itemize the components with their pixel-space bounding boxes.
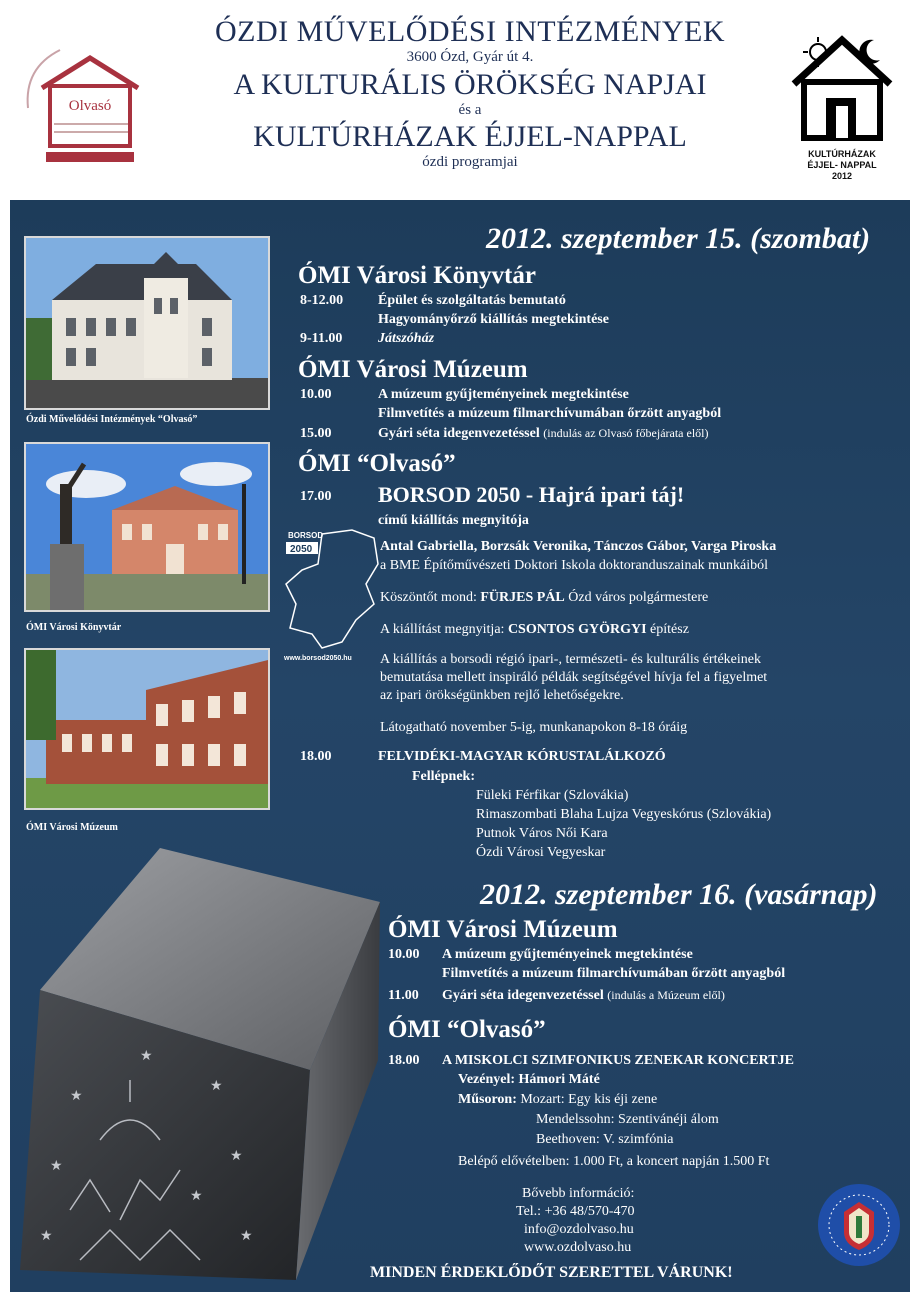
performer-2: Rimaszombati Blaha Lujza Vegyeskórus (Szlovákia) <box>476 807 772 822</box>
day2-museum-row-2: Filmvetítés a múzeum filmarchívumában őrzött anyagból <box>442 966 786 981</box>
library-photo <box>24 442 270 612</box>
day2-date: 2012. szeptember 16. (vasárnap) <box>480 878 878 911</box>
conductor: Vezényel: Hámori Máté <box>458 1072 600 1087</box>
day1-library-title: ÓMI Városi Könyvtár <box>298 262 536 289</box>
map-label-num: 2050 <box>290 544 313 555</box>
svg-text:★: ★ <box>70 1088 83 1104</box>
svg-text:★: ★ <box>50 1158 63 1174</box>
day2-olvaso-title: ÓMI “Olvasó” <box>388 1016 546 1043</box>
photo-caption-1: Ózdi Művelődési Intézmények “Olvasó” <box>26 414 198 425</box>
exhibition-visit: Látogatható november 5-ig, munkanapokon 8-18 óráig <box>380 720 688 735</box>
granite-stone-image <box>10 840 390 1292</box>
performer-1: Füleki Férfikar (Szlovákia) <box>476 788 629 803</box>
svg-text:★: ★ <box>40 1228 53 1244</box>
heritage-seal <box>816 1182 902 1268</box>
map-url: www.borsod2050.hu <box>284 655 352 662</box>
contact-label: Bővebb információ: <box>522 1186 635 1201</box>
day1-museum-row-3: 15.00 Gyári séta idegenvezetéssel (indulás az Olvasó főbejárata elől) <box>300 426 709 441</box>
program-2: Mendelssohn: Szentivánéji álom <box>536 1112 719 1127</box>
logo-right-line2: ÉJJEL- NAPPAL <box>807 160 877 170</box>
conjunction: és a <box>458 102 482 118</box>
org-title: ÓZDI MŰVELŐDÉSI INTÉZMÉNYEK <box>214 15 726 48</box>
exhibition-artists: Antal Gabriella, Borzsák Veronika, Tánczos Gábor, Varga Piroska <box>380 539 777 554</box>
program-panel <box>10 200 910 1292</box>
day1-museum-title: ÓMI Városi Múzeum <box>298 356 528 383</box>
svg-text:★: ★ <box>240 1228 253 1244</box>
exhibition-artists-note: a BME Építőművészeti Doktori Iskola doktoranduszainak munkáiból <box>380 558 769 573</box>
exhibition-desc-2: bemutatása mellett inspiráló példák segítségével hívja fel a figyelmet <box>380 670 768 685</box>
header <box>10 8 910 196</box>
address: 3600 Ózd, Gyár út 4. <box>406 49 534 65</box>
event-title-2: KULTÚRHÁZAK ÉJJEL-NAPPAL <box>253 120 687 153</box>
performers-label: Fellépnek: <box>412 769 475 784</box>
program-1: Műsoron: Mozart: Egy kis éji zene <box>458 1092 658 1107</box>
kulturhazak-logo <box>788 26 896 186</box>
exhibition-desc-3: az ipari örökségünkben rejlő lehetőségekre. <box>380 688 624 703</box>
performer-3: Putnok Város Női Kara <box>476 826 608 841</box>
day1-olvaso-time: 17.00 <box>300 489 332 504</box>
day1-date: 2012. szeptember 15. (szombat) <box>486 222 871 255</box>
photo-caption-2: ÓMI Városi Könyvtár <box>26 622 122 633</box>
subtitle: ózdi programjai <box>422 154 518 170</box>
svg-text:★: ★ <box>140 1048 153 1064</box>
day1-library-row-3: 9-11.00 Játszóház <box>300 331 435 346</box>
greeting: Köszöntőt mond: FÜRJES PÁL Ózd város polgármestere <box>380 590 709 605</box>
svg-text:★: ★ <box>210 1078 223 1094</box>
day1-museum-row-1: 10.00 A múzeum gyűjteményeinek megtekintése <box>300 387 629 402</box>
logo-left-text: Olvasó <box>68 98 112 114</box>
contact-email[interactable]: info@ozdolvaso.hu <box>524 1222 634 1237</box>
museum-photo <box>24 648 270 810</box>
event-title-1: A KULTURÁLIS ÖRÖKSÉG NAPJAI <box>233 68 707 101</box>
exhibition-desc-1: A kiállítás a borsodi régió ipari-, természeti- és kulturális értékeinek <box>380 652 761 667</box>
ticket-info: Belépő elővételben: 1.000 Ft, a koncert napján 1.500 Ft <box>458 1154 770 1169</box>
day1-museum-row-2: Filmvetítés a múzeum filmarchívumában őrzött anyagból <box>378 406 722 421</box>
concert-row: 18.00 A MISKOLCI SZIMFONIKUS ZENEKAR KONCERTJE <box>388 1053 794 1068</box>
logo-right-line1: KULTÚRHÁZAK <box>808 149 876 159</box>
closing-line: MINDEN ÉRDEKLŐDŐT SZERETTEL VÁRUNK! <box>370 1264 733 1281</box>
day2-museum-row-3: 11.00 Gyári séta idegenvezetéssel (indulás a Múzeum elől) <box>388 988 725 1003</box>
logo-right-line3: 2012 <box>831 171 853 181</box>
olvaso-logo <box>20 28 160 178</box>
exhibition-subhead: című kiállítás megnyitója <box>378 513 529 528</box>
contact-web[interactable]: www.ozdolvaso.hu <box>524 1240 632 1255</box>
svg-text:★: ★ <box>230 1148 243 1164</box>
day2-museum-title: ÓMI Városi Múzeum <box>388 916 618 943</box>
day1-library-row-2: Hagyományőrző kiállítás megtekintése <box>378 312 609 327</box>
performer-4: Ózdi Városi Vegyeskar <box>476 845 606 860</box>
day1-library-row-1: 8-12.00 Épület és szolgáltatás bemutató <box>300 293 566 308</box>
contact-phone: Tel.: +36 48/570-470 <box>516 1204 635 1219</box>
svg-text:★: ★ <box>190 1188 203 1204</box>
map-label-top: BORSOD <box>288 531 324 540</box>
opening: A kiállítást megnyitja: CSONTOS GYÖRGYI építész <box>380 622 689 637</box>
exhibition-headline: BORSOD 2050 - Hajrá ipari táj! <box>378 482 685 507</box>
day2-museum-row-1: 10.00 A múzeum gyűjteményeinek megtekintése <box>388 947 693 962</box>
program-3: Beethoven: V. szimfónia <box>536 1132 674 1147</box>
borsod-2050-map <box>282 524 382 664</box>
day1-olvaso-title: ÓMI “Olvasó” <box>298 450 456 477</box>
photo-caption-3: ÓMI Városi Múzeum <box>26 822 118 833</box>
choir-row: 18.00 FELVIDÉKI-MAGYAR KÓRUSTALÁLKOZÓ <box>300 749 666 764</box>
olvaso-building-photo <box>24 236 270 410</box>
